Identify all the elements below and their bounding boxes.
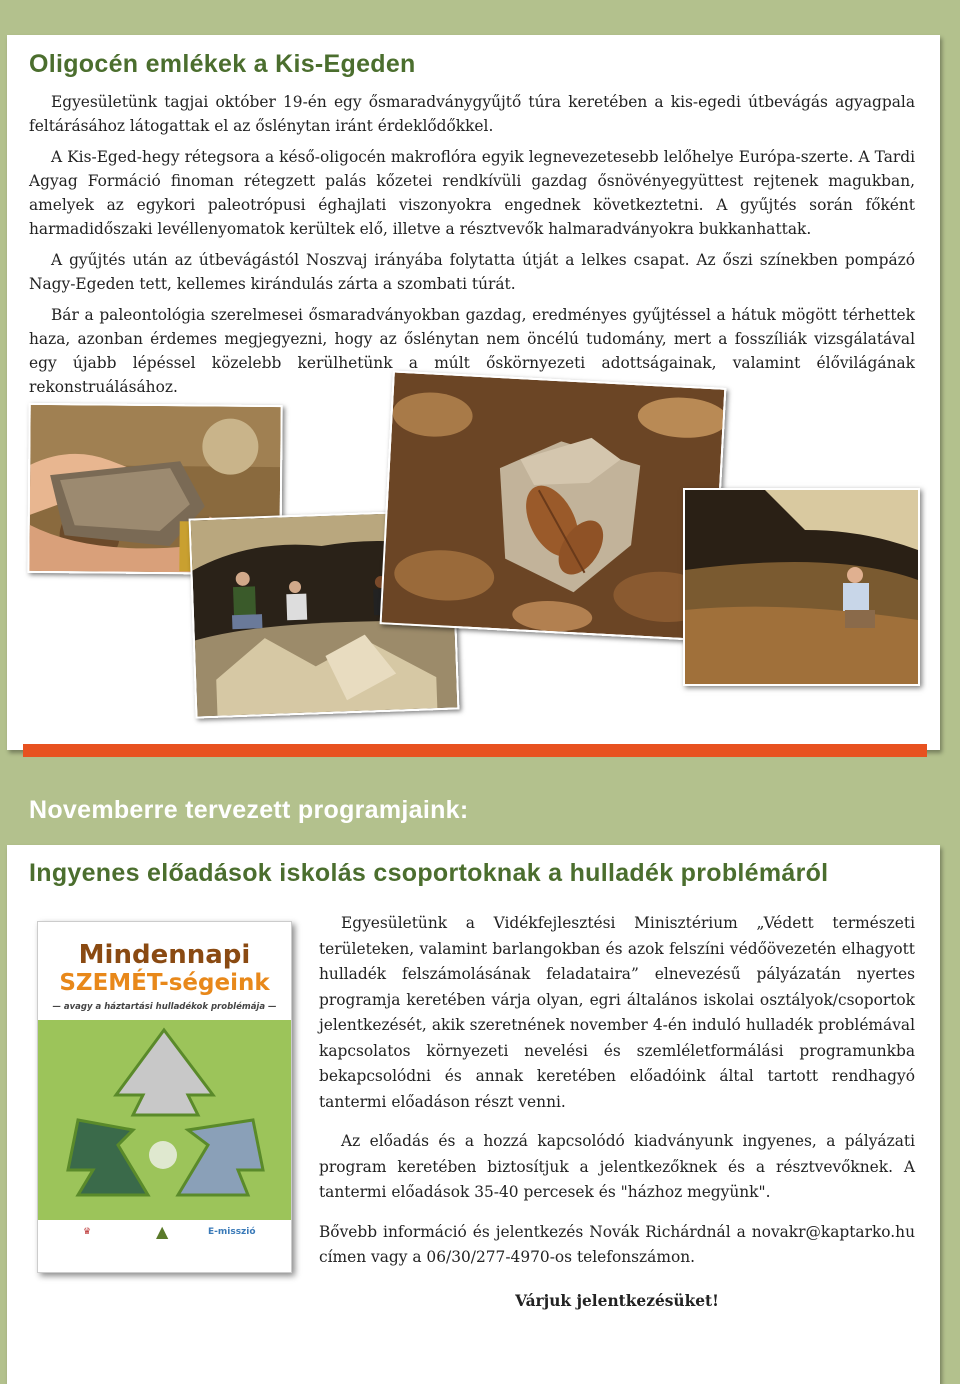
poster-subtitle: — avagy a háztartási hulladékok problémája — bbox=[52, 1002, 277, 1012]
article-paragraph: Bár a paleontológia szerelmesei ősmaradványokban gazdag, eredményes gyűjtéssel a hátuk mögött térhettek haza, azonban érdemes megjegyezni, hogy az őslénytan nem öncélú tudomány, mert a fosszíliák vizsgálatával egy újabb lépéssel közelebb kerülhetünk a múlt őskörnyezeti adottságainak, valamint élővilágának rekonstruálásához. bbox=[29, 306, 915, 396]
program-contact: Bővebb információ és jelentkezés Novák Richárdnál a novakr@kaptarko.hu címen vagy a 06/30/277-4970-os telefonszámon. bbox=[319, 1222, 915, 1266]
section-title: Novemberre tervezett programjaink: bbox=[29, 796, 469, 824]
ministry-logo: ♛ bbox=[83, 1227, 92, 1237]
photo-outcrop-collector bbox=[683, 488, 920, 686]
poster-mindennapi-szemetsegeink bbox=[37, 921, 292, 1273]
program-title: Ingyenes előadások iskolás csoportoknak a hulladék problémáról bbox=[29, 859, 829, 887]
article-title: Oligocén emlékek a Kis-Egeden bbox=[29, 50, 416, 78]
e-misszio-logo: E-misszió bbox=[208, 1227, 256, 1237]
article-body bbox=[29, 90, 915, 399]
recycling-symbol-graphic bbox=[38, 1020, 291, 1220]
section-divider bbox=[23, 744, 927, 757]
poster-title-line1: Mindennapi bbox=[78, 940, 251, 970]
article-paragraph: A gyűjtés után az útbevágástól Noszvaj irányába folytatta útját a lelkes csapat. Az őszi színekben pompázó Nagy-Egeden tett, kellemes kirándulás zárta a szombati túrát. bbox=[29, 251, 915, 293]
poster-title-line2: SZEMÉT-ségeink bbox=[59, 970, 270, 996]
article-paragraph: Egyesületünk tagjai október 19-én egy ősmaradványgyűjtő túra keretében a kis-egedi útbevágás agyagpala feltárásához látogattak el az őslénytan iránt érdeklődőkkel. bbox=[29, 93, 915, 135]
program-paragraph: Az előadás és a hozzá kapcsolódó kiadványunk ingyenes, a pályázati program keretében biztosítjuk a jelentkezőknek és a résztvevőknek. A tantermi előadások 35-40 percesek és "házhoz megyünk". bbox=[319, 1132, 915, 1201]
program-body bbox=[319, 911, 915, 1314]
program-paragraph: Egyesületünk a Vidékfejlesztési Minisztérium „Védett természeti területeken, valamint barlangokban és azok felszíni védőövezetén elhagyott hulladék felszámolásának feladataira” elnevezésű pályázatán nyertes programja keretében várja olyan, egri általános iskolai osztályok/csoportok jelentkezését, akik szeretnének november 4-én induló hulladék problémával kapcsolatos környezeti nevelési és szemléletformálási programunkba bekapcsolódni és annak keretében előadóink által tartott rendhagyó tantermi előadáson részt venni. bbox=[319, 914, 915, 1111]
program-closing: Várjuk jelentkezésüket! bbox=[515, 1291, 719, 1310]
photo-leaf-fossil bbox=[380, 370, 727, 641]
article-paragraph: A Kis-Eged-hegy rétegsora a késő-oligocén makroflóra egyik legnevezetesebb lelőhelye Európa-szerte. A Tardi Agyag Formáció finoman rétegzett palás kőzetei rendkívüli gazdag ősnövényegyüttest rejtenek magukban, amelyek az egykori paleotrópusi éghajlati viszonyokra engednek következtetni. A gyűjtés során főként harmadidőszaki levéllenyomatok kerültek elő, illetve a résztvevők halmaradványokra bukkanhattak. bbox=[29, 148, 915, 238]
association-logo: ▲ bbox=[156, 1222, 169, 1241]
